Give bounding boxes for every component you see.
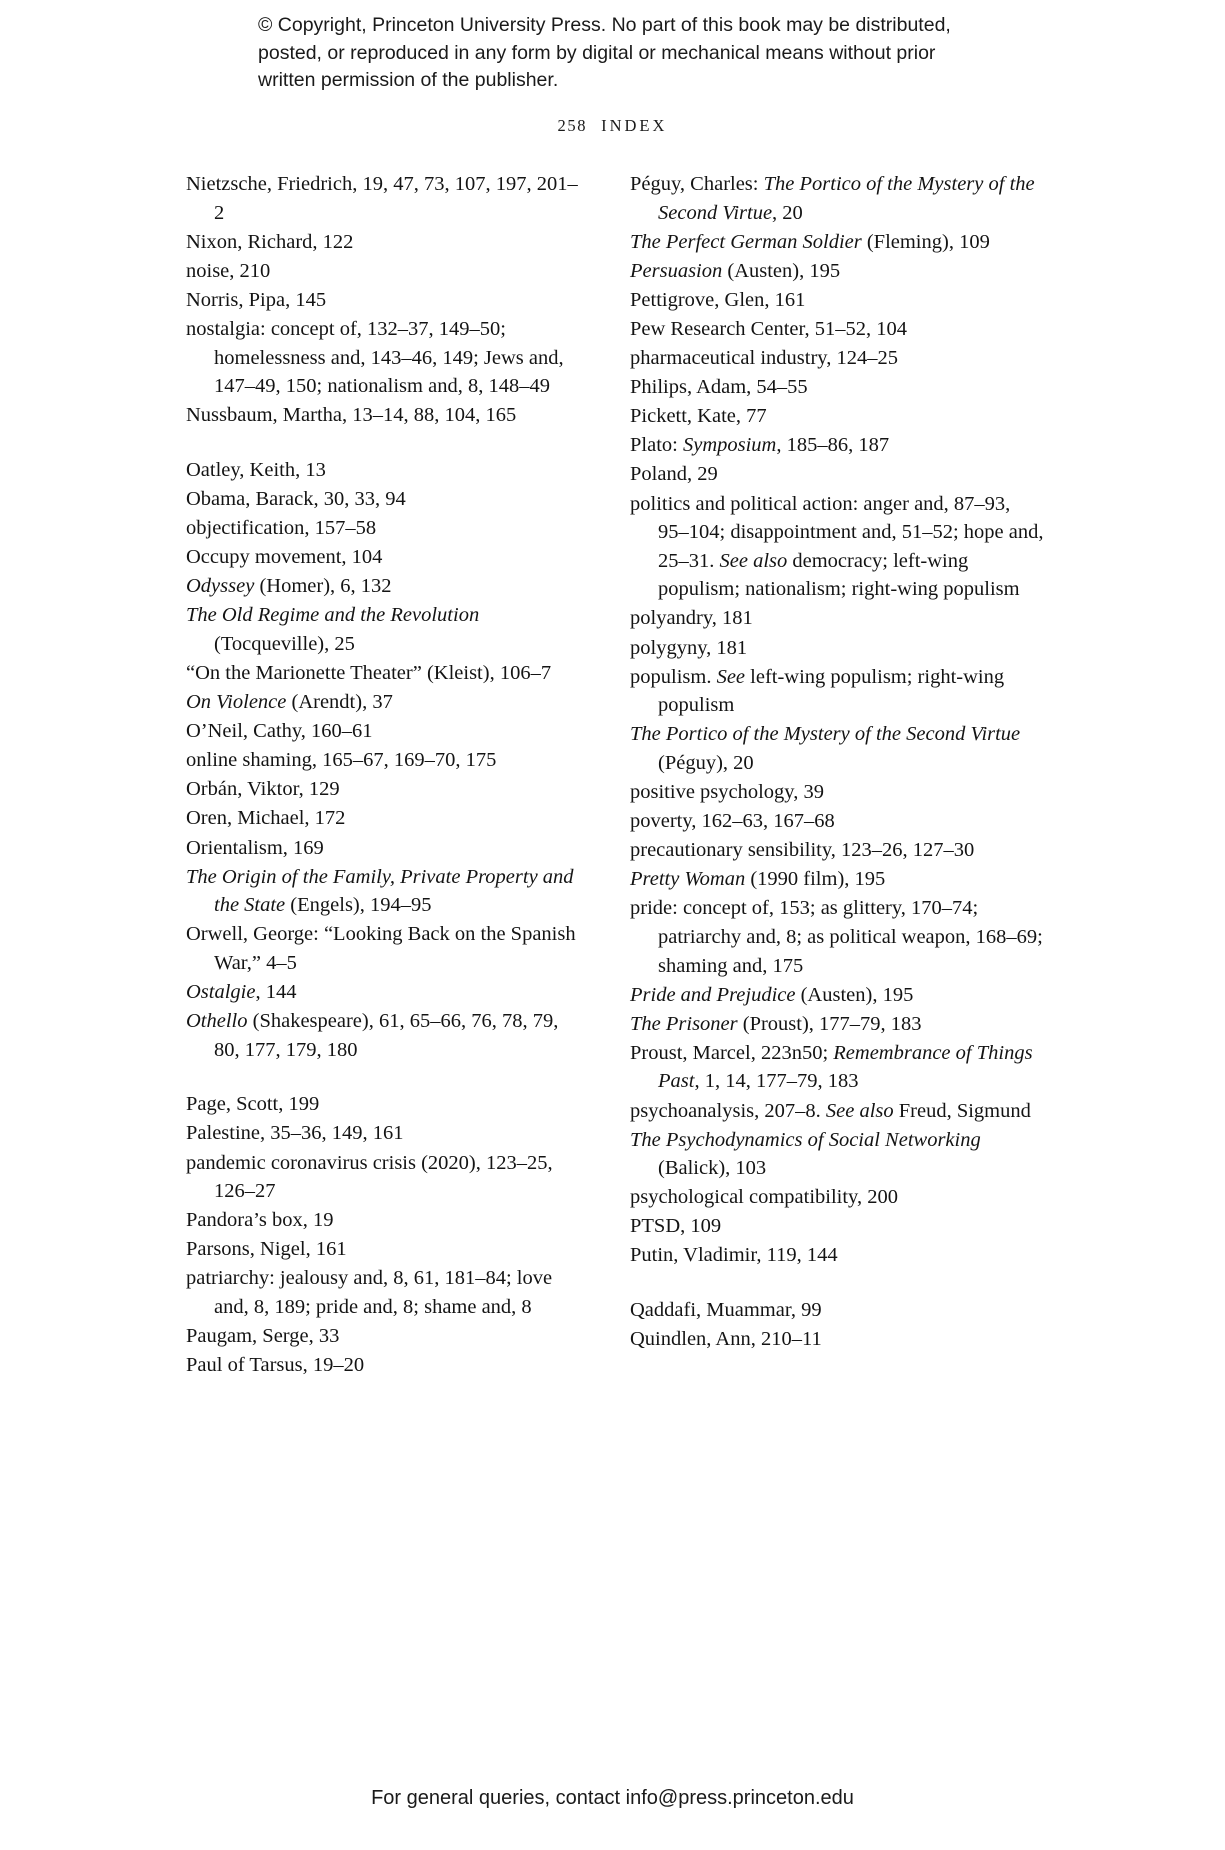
index-entry: Quindlen, Ann, 210–11 — [630, 1328, 822, 1351]
index-entry: Ostalgie, 144 — [186, 981, 297, 1004]
index-entry: Nussbaum, Martha, 13–14, 88, 104, 165 — [186, 404, 517, 427]
running-head — [0, 116, 1225, 136]
index-entry: Qaddafi, Muammar, 99 — [630, 1299, 822, 1322]
index-entry: psychoanalysis, 207–8. See also Freud, Sigmund — [630, 1099, 1031, 1122]
index-entry: patriarchy: jealousy and, 8, 61, 181–84; love and, 8, 189; pride and, 8; shame and, 8 — [186, 1267, 553, 1318]
index-entry: Paul of Tarsus, 19–20 — [186, 1354, 365, 1377]
index-entry: The Prisoner (Proust), 177–79, 183 — [630, 1012, 922, 1035]
index-entry: pandemic coronavirus crisis (2020), 123–25, 126–27 — [186, 1151, 553, 1203]
index-entry: Orwell, George: “Looking Back on the Spanish War,” 4–5 — [186, 923, 576, 974]
index-entry: Palestine, 35–36, 149, 161 — [186, 1122, 404, 1145]
index-entry: precautionary sensibility, 123–26, 127–30 — [630, 839, 975, 862]
index-entry: PTSD, 109 — [630, 1215, 722, 1238]
index-entry: “On the Marionette Theater” (Kleist), 106–7 — [186, 662, 552, 684]
index-entry: positive psychology, 39 — [630, 780, 824, 803]
index-entry: Putin, Vladimir, 119, 144 — [630, 1244, 838, 1267]
index-entry: polyandry, 181 — [630, 607, 753, 630]
index-entry: The Portico of the Mystery of the Second Virtue (Péguy), 20 — [630, 723, 1021, 774]
index-entry: online shaming, 165–67, 169–70, 175 — [186, 749, 497, 772]
index-entry: Pettigrove, Glen, 161 — [630, 288, 806, 311]
index-entry: Proust, Marcel, 223n50; Remembrance of Things Past, 1, 14, 177–79, 183 — [630, 1041, 1033, 1093]
running-head-label: INDEX — [601, 116, 668, 135]
index-entry: noise, 210 — [186, 259, 271, 282]
index-entry: politics and political action: anger and, 87–93, 95–104; disappointment and, 51–52; hope and, 25–31. See also democracy; left-wing populism; nationalism; right-wing populism — [630, 492, 1044, 601]
index-entry: The Perfect German Soldier (Fleming), 109 — [630, 230, 990, 253]
index-entry: objectification, 157–58 — [186, 517, 377, 540]
index-column-left — [186, 170, 581, 1380]
copyright-notice: © Copyright, Princeton University Press. No part of this book may be distributed, posted, or reproduced in any form by digital or mechanical means without prior written permission of the publisher. — [258, 14, 951, 92]
index-entry: O’Neil, Cathy, 160–61 — [186, 720, 373, 743]
index-entry: Oren, Michael, 172 — [186, 807, 346, 830]
index-entry: Pew Research Center, 51–52, 104 — [630, 317, 908, 340]
index-entry: Nixon, Richard, 122 — [186, 230, 354, 253]
index-entry: Orbán, Viktor, 129 — [186, 778, 340, 801]
index-entry: Occupy movement, 104 — [186, 546, 383, 569]
index-entry: Norris, Pipa, 145 — [186, 288, 327, 311]
page-number: 258 — [557, 116, 588, 135]
index-entry: Parsons, Nigel, 161 — [186, 1238, 347, 1261]
index-entry: The Psychodynamics of Social Networking (Balick), 103 — [630, 1128, 981, 1180]
footer-notice: For general queries, contact info@press.princeton.edu — [371, 1787, 854, 1809]
index-entry: populism. See left-wing populism; right-wing populism — [630, 665, 1005, 717]
index-entry: Paugam, Serge, 33 — [186, 1325, 340, 1348]
index-entry: psychological compatibility, 200 — [630, 1186, 898, 1209]
index-entry: pride: concept of, 153; as glittery, 170–74; patriarchy and, 8; as political weapon, 168–69; shaming and, 175 — [630, 897, 1043, 977]
index-entry: Orientalism, 169 — [186, 836, 324, 859]
index-entry: Poland, 29 — [630, 463, 718, 486]
index-entry: pharmaceutical industry, 124–25 — [630, 347, 898, 370]
index-entry: polygyny, 181 — [630, 636, 748, 659]
index-entry: Page, Scott, 199 — [186, 1093, 320, 1116]
index-entry: Pride and Prejudice (Austen), 195 — [630, 983, 914, 1006]
index-entry: Nietzsche, Friedrich, 19, 47, 73, 107, 197, 201–2 — [186, 173, 578, 224]
index-entry: The Origin of the Family, Private Property and the State (Engels), 194–95 — [186, 865, 574, 917]
index-entry: On Violence (Arendt), 37 — [186, 691, 393, 714]
index-entry: nostalgia: concept of, 132–37, 149–50; homelessness and, 143–46, 149; Jews and, 147–49, 150; nationalism and, 8, 148–49 — [186, 317, 564, 398]
index-entry: Pandora’s box, 19 — [186, 1209, 334, 1232]
index-entry: Philips, Adam, 54–55 — [630, 376, 808, 399]
index-entry: Plato: Symposium, 185–86, 187 — [630, 434, 890, 457]
index-entry: Oatley, Keith, 13 — [186, 458, 326, 481]
index-entry: Othello (Shakespeare), 61, 65–66, 76, 78, 79, 80, 177, 179, 180 — [186, 1010, 559, 1061]
index-entry: The Old Regime and the Revolution (Tocqueville), 25 — [186, 604, 480, 655]
index-column-right — [630, 170, 1045, 1354]
index-entry: Odyssey (Homer), 6, 132 — [186, 575, 392, 598]
index-entry: Obama, Barack, 30, 33, 94 — [186, 487, 406, 510]
index-entry: Persuasion (Austen), 195 — [630, 259, 841, 282]
index-entry: Pretty Woman (1990 film), 195 — [630, 868, 886, 891]
index-entry: Péguy, Charles: The Portico of the Mystery of the Second Virtue, 20 — [630, 173, 1035, 224]
index-entry: Pickett, Kate, 77 — [630, 405, 767, 428]
index-entry: poverty, 162–63, 167–68 — [630, 810, 835, 833]
